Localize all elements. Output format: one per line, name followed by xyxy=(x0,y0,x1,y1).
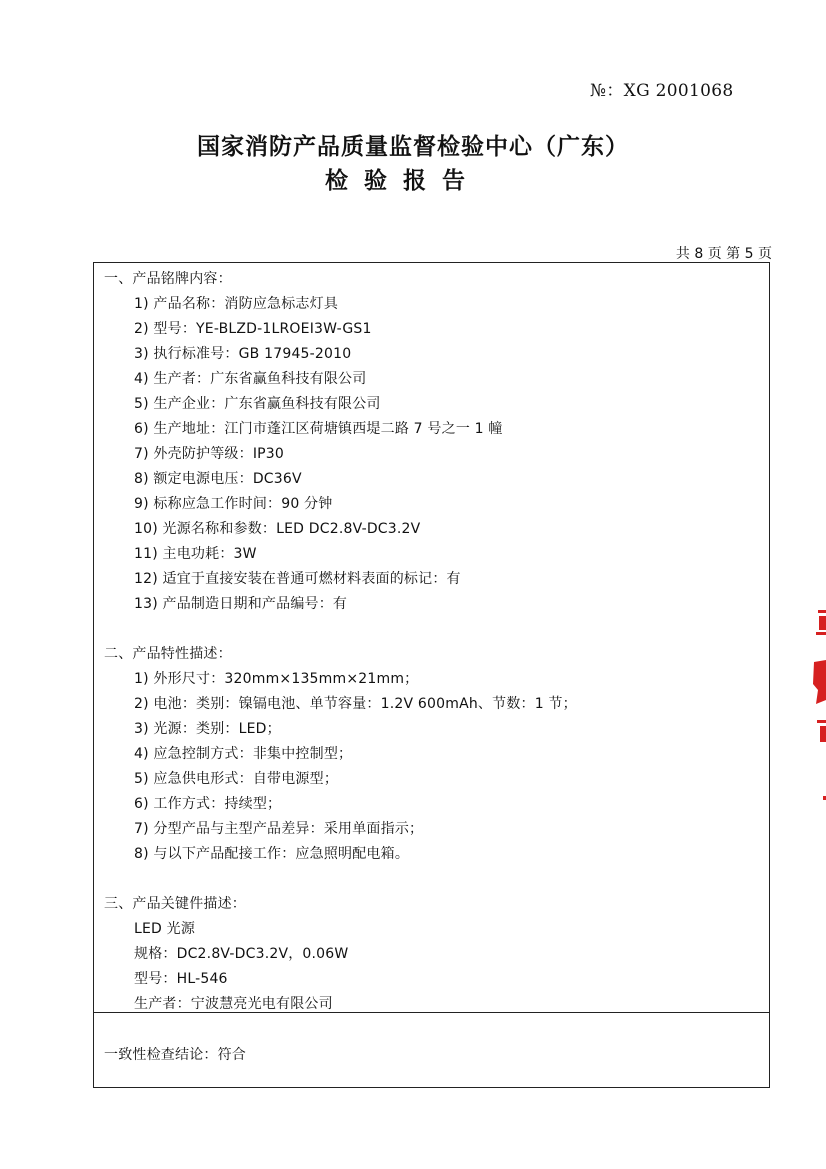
section1-item: 12) 适宜于直接安装在普通可燃材料表面的标记：有 xyxy=(134,571,461,587)
section1-item: 3) 执行标准号：GB 17945-2010 xyxy=(134,346,352,362)
report-title: 国家消防产品质量监督检验中心（广东） xyxy=(197,133,629,160)
section1-item: 7) 外壳防护等级：IP30 xyxy=(134,446,285,462)
seal-stamp-mark xyxy=(813,610,826,800)
section2-item: 1) 外形尺寸：320mm×135mm×21mm； xyxy=(134,671,419,687)
page-count: 共 8 页 第 5 页 xyxy=(675,246,772,262)
section2-item: 4) 应急控制方式：非集中控制型； xyxy=(134,746,353,762)
section1-item: 2) 型号：YE-BLZD-1LROEⅠ3W-GS1 xyxy=(134,321,372,337)
section1-item: 5) 生产企业：广东省赢鱼科技有限公司 xyxy=(134,396,381,412)
section1-item: 8) 额定电源电压：DC36V xyxy=(134,471,302,487)
section1-item: 10) 光源名称和参数：LED DC2.8V-DC3.2V xyxy=(134,521,421,537)
section3-heading: 三、产品关键件描述： xyxy=(104,896,246,912)
section2-item: 3) 光源：类别：LED； xyxy=(134,721,281,737)
report-subtitle: 检验报告 xyxy=(325,167,481,194)
report-number: №：XG 2001068 xyxy=(590,81,734,101)
section1-heading: 一、产品铭牌内容： xyxy=(104,271,232,287)
section3-item: 生产者：宁波慧亮光电有限公司 xyxy=(134,996,333,1012)
section1-item: 6) 生产地址：江门市蓬江区荷塘镇西堤二路 7 号之一 1 幢 xyxy=(134,421,503,437)
section3-item: 型号：HL-546 xyxy=(134,971,228,987)
section3-item: 规格：DC2.8V-DC3.2V，0.06W xyxy=(134,946,349,962)
section2-heading: 二、产品特性描述： xyxy=(104,646,232,662)
section1-item: 4) 生产者：广东省赢鱼科技有限公司 xyxy=(134,371,367,387)
conclusion: 一致性检查结论：符合 xyxy=(104,1047,246,1063)
section1-item: 1) 产品名称：消防应急标志灯具 xyxy=(134,296,339,312)
section1-item: 13) 产品制造日期和产品编号：有 xyxy=(134,596,348,612)
section3-item: LED 光源 xyxy=(134,921,196,937)
section1-item: 11) 主电功耗：3W xyxy=(134,546,257,562)
section2-item: 6) 工作方式：持续型； xyxy=(134,796,282,812)
section2-item: 5) 应急供电形式：自带电源型； xyxy=(134,771,339,787)
section2-item: 7) 分型产品与主型产品差异：采用单面指示； xyxy=(134,821,424,837)
section2-item: 2) 电池：类别：镍镉电池、单节容量：1.2V 600mAh、节数：1 节； xyxy=(134,696,577,712)
section2-item: 8) 与以下产品配接工作：应急照明配电箱。 xyxy=(134,846,410,862)
seal-stamp-icon xyxy=(806,600,826,800)
section1-item: 9) 标称应急工作时间：90 分钟 xyxy=(134,496,333,512)
